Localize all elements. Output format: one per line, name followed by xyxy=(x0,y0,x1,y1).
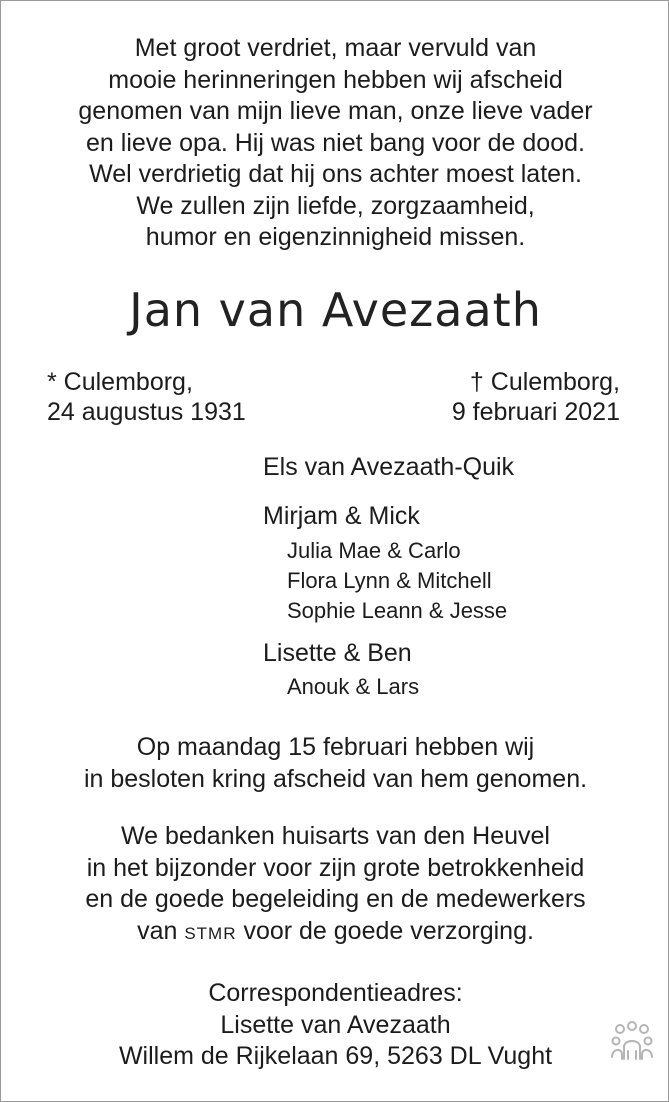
intro-line: genomen van mijn lieve man, onze lieve vader xyxy=(78,97,593,125)
care-organisation-abbr: STMR xyxy=(184,923,237,943)
thanks-pre: van xyxy=(137,916,185,945)
intro-line: mooie herinneringen hebben wij afscheid xyxy=(108,65,563,94)
farewell-line: Op maandag 15 februari hebben wij xyxy=(136,733,535,761)
death-place: † Culemborg, xyxy=(469,368,620,396)
death-info xyxy=(452,367,620,427)
thanks-text xyxy=(1,821,669,949)
birth-place: * Culemborg, xyxy=(47,368,193,396)
thanks-line: We bedanken huisarts van den Heuvel xyxy=(121,822,550,850)
grandchild-family: Anouk & Lars xyxy=(287,674,420,699)
birth-date: 24 augustus 1931 xyxy=(47,398,246,426)
grandchild-family: Julia Mae & Carlo xyxy=(287,538,461,563)
family-people-icon xyxy=(608,1021,656,1061)
thanks-line: en de goede begeleiding en de medewerkers xyxy=(85,885,586,913)
child-family: Lisette & Ben xyxy=(263,639,412,667)
grandchild-family: Flora Lynn & Mitchell xyxy=(287,568,492,593)
intro-line: humor en eigenzinnigheid missen. xyxy=(145,223,526,251)
address-name: Lisette van Avezaath xyxy=(220,1010,451,1039)
birth-info xyxy=(47,367,246,427)
intro-line: We zullen zijn liefde, zorgzaamheid, xyxy=(136,191,535,220)
intro-line: Met groot verdriet, maar vervuld van xyxy=(134,34,537,62)
intro-text xyxy=(1,33,669,254)
farewell-line: in besloten kring afscheid van hem genomen. xyxy=(83,764,588,793)
address-heading: Correspondentieadres: xyxy=(208,979,463,1007)
farewell-text xyxy=(1,732,669,795)
address-street: Willem de Rijkelaan 69, 5263 DL Vught xyxy=(118,1042,553,1070)
grandchild-family: Sophie Leann & Jesse xyxy=(287,598,508,623)
thanks-line-last xyxy=(1,916,669,950)
thanks-post: voor de goede verzorging. xyxy=(236,916,534,945)
deceased-name: Jan van Avezaath xyxy=(129,283,542,337)
spouse-name: Els van Avezaath-Quik xyxy=(263,453,515,481)
address-block xyxy=(1,978,669,1073)
death-date: 9 februari 2021 xyxy=(451,398,620,426)
thanks-line: in het bijzonder voor zijn grote betrokkenheid xyxy=(86,853,585,882)
intro-line: Wel verdrietig dat hij ons achter moest laten. xyxy=(89,160,582,188)
child-family: Mirjam & Mick xyxy=(263,502,420,530)
intro-line: en lieve opa. Hij was niet bang voor de dood. xyxy=(86,128,585,157)
